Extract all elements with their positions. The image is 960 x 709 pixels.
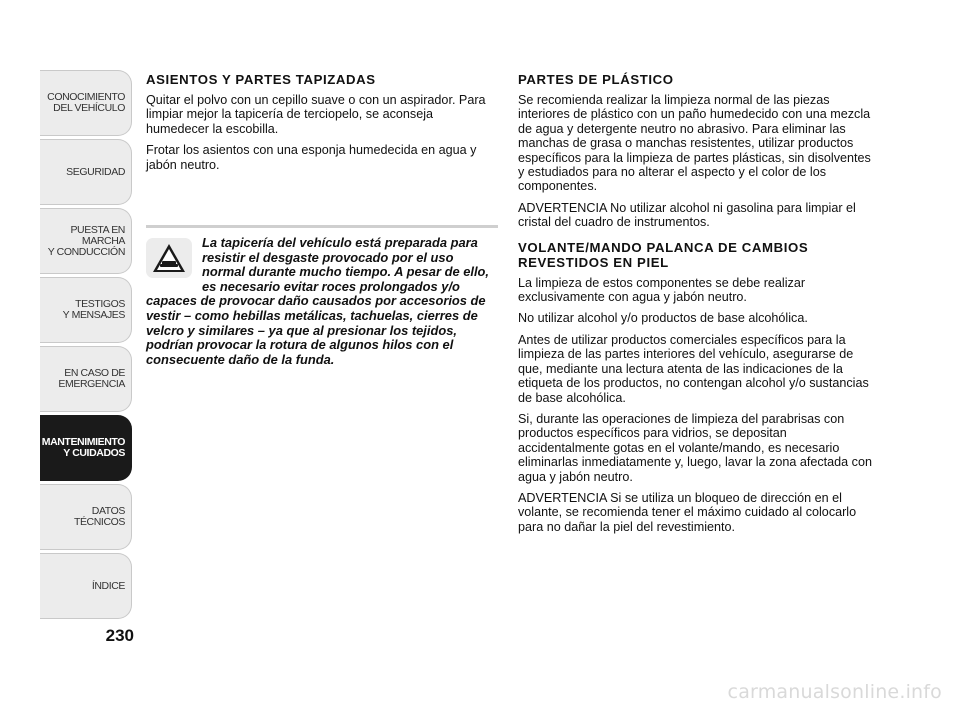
leather-paragraph: No utilizar alcohol y/o productos de base alcohólica.: [518, 311, 808, 326]
tab-label: TESTIGOS Y MENSAJES: [62, 298, 125, 321]
leather-steering-heading: VOLANTE/MANDO PALANCA DE CAMBIOS REVESTIDOS EN PIEL: [518, 239, 809, 270]
warning-box: [146, 225, 498, 367]
tab-label: ÍNDICE: [91, 579, 125, 592]
tab-seguridad[interactable]: [40, 139, 132, 205]
leather-paragraph: Antes de utilizar productos comerciales específicos para la limpieza de las partes interiores del vehículo, asegurarse de que, mediante una lectura atenta de las indicaciones de la etiqueta de los productos, no contengan alcohol y/o sustancias de base alcohólica.: [518, 332, 869, 405]
tab-puesta-en-marcha[interactable]: [40, 208, 132, 274]
tab-indice[interactable]: [40, 553, 132, 619]
plastic-warning-paragraph: ADVERTENCIA No utilizar alcohol ni gasolina para limpiar el cristal del cuadro de instrumentos.: [518, 200, 856, 230]
tab-label: SEGURIDAD: [66, 165, 125, 178]
tab-testigos-y-mensajes[interactable]: [40, 277, 132, 343]
watermark: carmanualsonline.info: [727, 681, 942, 703]
tab-conocimiento-del-vehiculo[interactable]: [40, 70, 132, 136]
leather-paragraph: Si, durante las operaciones de limpieza del parabrisas con productos específicos para vidrios, se depositan accidentalmente gotas en el volante/mando, es necesario eliminarlas inmediatamente y, luego, lavar la zona afectada con agua y jabón neutro.: [518, 411, 872, 484]
plastic-paragraph: Se recomienda realizar la limpieza normal de las piezas interiores de plástico con un paño humedecido con una mezcla de agua y detergente neutro no abrasivo. Para eliminar las manchas de grasa o manchas resistentes, utilizar productos específicos para la limpieza de partes plásticas, sin disolventes y estudiados para no alterar el aspecto y el color de los componentes.: [518, 93, 871, 194]
seats-section: [146, 72, 498, 179]
leather-paragraph: La limpieza de estos componentes se debe realizar exclusivamente con agua y jabón neutro.: [518, 275, 806, 305]
tab-label: CONOCIMIENTO DEL VEHÍCULO: [47, 91, 125, 114]
tab-datos-tecnicos[interactable]: [40, 484, 132, 550]
tab-label: EN CASO DE EMERGENCIA: [58, 367, 125, 390]
tab-en-caso-de-emergencia[interactable]: [40, 346, 132, 412]
tab-label: DATOS TÉCNICOS: [73, 505, 125, 528]
seats-paragraph: Quitar el polvo con un cepillo suave o con un aspirador. Para limpiar mejor la tapicería de terciopelo, se aconseja humedecer la escobilla.: [146, 93, 486, 136]
tab-label: PUESTA EN MARCHA Y CONDUCCIÓN: [47, 223, 125, 258]
seats-heading: ASIENTOS Y PARTES TAPIZADAS: [146, 72, 376, 87]
page-number: 230: [105, 626, 134, 645]
leather-warning-paragraph: ADVERTENCIA Si se utiliza un bloqueo de dirección en el volante, se recomienda tener el máximo cuidado al colocarlo para no dañar la piel del revestimiento.: [518, 490, 857, 534]
plastic-and-leather-section: [518, 72, 874, 541]
plastic-parts-heading: PARTES DE PLÁSTICO: [518, 72, 674, 87]
tab-label: MANTENIMIENTO Y CUIDADOS: [41, 436, 125, 459]
warning-triangle-icon: [146, 238, 192, 278]
warning-text: La tapicería del vehículo está preparada para resistir el desgaste provocado por el uso normal durante mucho tiempo. A pesar de ello, es necesario evitar roces prolongados y/o capaces de provocar daño causados por accesorios de vestir – como hebillas metálicas, tachuelas, cierres de velcro y similares – ya que al presionar los tejidos, podrían provocar la rotura de algunos hilos con el consecuente daño de la funda.: [146, 235, 489, 367]
tab-mantenimiento-y-cuidados[interactable]: [40, 415, 132, 481]
seats-paragraph: Frotar los asientos con una esponja humedecida en agua y jabón neutro.: [146, 143, 477, 172]
